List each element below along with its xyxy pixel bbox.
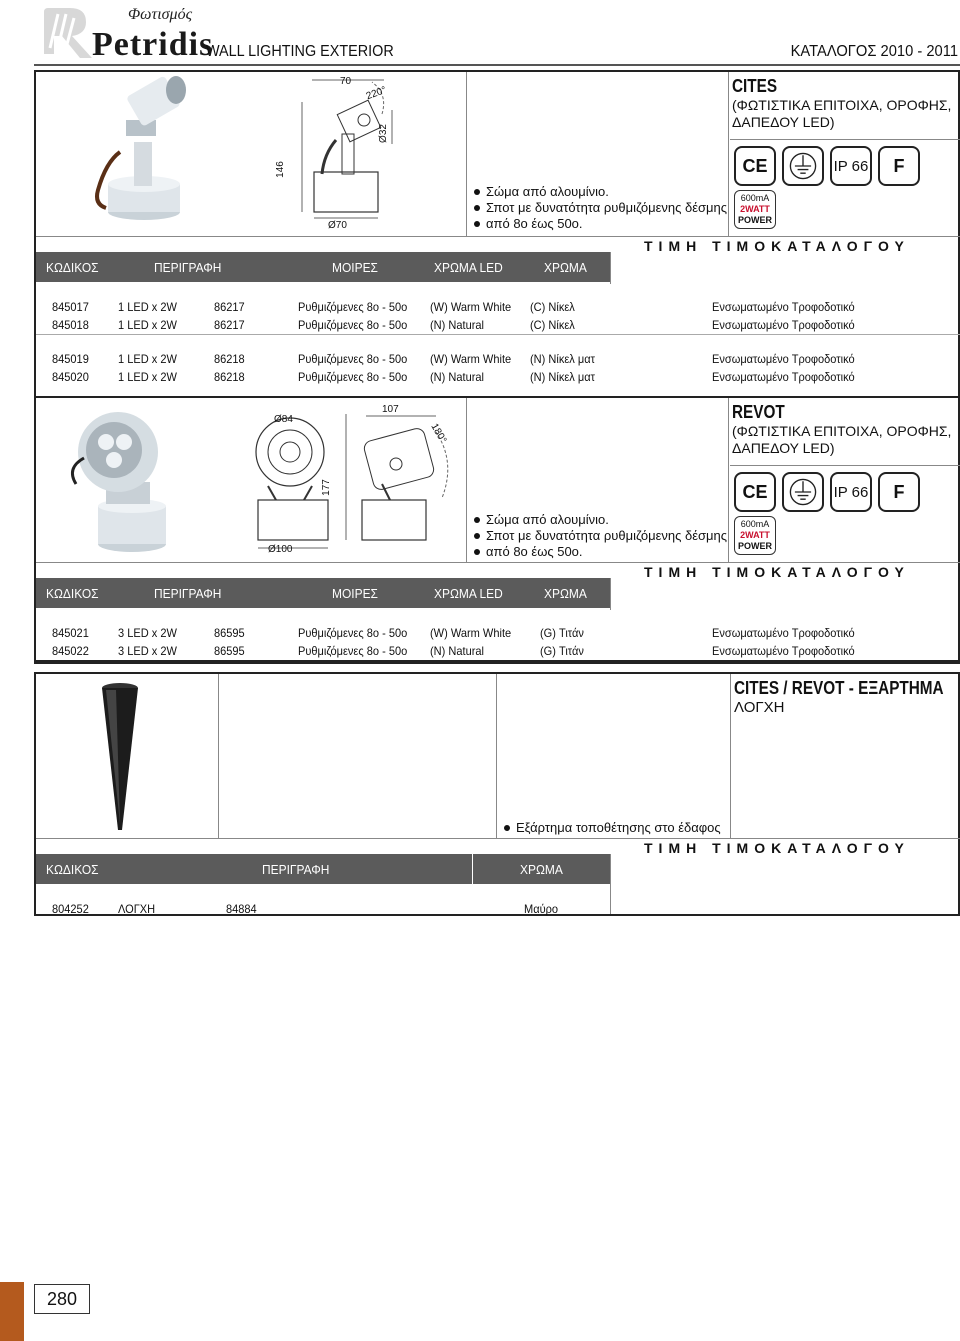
table-row: 845017 1 LED x 2W 86217 Ρυθμιζόμενες 8ο - 50ο (W) Warm White (C) Νίκελ Ενσωματωμένο Τροφοδοτικό [52,300,855,314]
revot-vdivider-1 [466,398,467,562]
header-divider [34,64,960,66]
revot-name: REVOT [732,402,785,422]
cites-desc-2: ΔΑΠΕΔΟΥ LED) [732,114,835,130]
acc-subname: ΛΟΓΧΗ [734,699,785,716]
cites-name-box [730,72,960,140]
revot-name-box [730,398,960,466]
col-description: ΠΕΡΙΓΡΑΦΗ [154,586,222,601]
acc-rows [36,900,960,918]
table-row: 845018 1 LED x 2W 86217 Ρυθμιζόμενες 8ο - 50ο (N) Natural (C) Νίκελ Ενσωματωμένο Τροφοδοτικό [52,318,855,332]
page-number: 280 [34,1284,90,1314]
cites-photo [36,72,214,236]
revot-desc-2: ΔΑΠΕΔΟΥ LED) [732,440,835,456]
acc-features [504,820,721,836]
page-tab [0,1282,24,1341]
table-row: 804252 ΛΟΓΧΗ 84884 Μαύρο [52,902,559,916]
acc-vdivider-1 [218,674,219,838]
acc-hdivider [36,838,960,839]
col-color: ΧΡΩΜΑ [544,260,587,275]
col-led-color: ΧΡΩΜΑ LED [434,260,503,275]
cites-badges [734,146,920,186]
col-led-color: ΧΡΩΜΑ LED [434,586,503,601]
revot-features [474,512,727,560]
logo-script: Φωτισμός [128,6,193,23]
cites-dim-3: 146 [274,161,286,178]
cites-column-header [36,252,610,282]
cites-features [474,184,727,232]
cites-dim-1: 70 [340,76,352,87]
product-section-accessory [34,672,960,916]
revot-vdivider-2 [728,398,729,562]
acc-name-box [732,674,960,716]
ip66-rating-icon: IP 66 [830,472,872,512]
ce-mark-icon: CE [734,472,776,512]
page-header [0,0,960,70]
revot-feature-1: Σώμα από αλουμίνιο. [474,512,727,528]
cites-power-badge [734,190,776,229]
col-code: ΚΩΔΙΚΟΣ [46,586,99,601]
cites-feature-2: Σποτ με δυνατότητα ρυθμιζόμενης δέσμης [474,200,727,216]
table-row: 845019 1 LED x 2W 86218 Ρυθμιζόμενες 8ο - 50ο (W) Warm White (N) Νίκελ ματ Ενσωματωμένο Τροφοδοτικό [52,352,855,366]
col-code: ΚΩΔΙΚΟΣ [46,862,99,877]
cites-vdivider-2 [728,72,729,236]
cites-feature-3: από 8ο έως 50ο. [474,216,727,232]
col-color: ΧΡΩΜΑ [544,586,587,601]
revot-dim-1: Ø84 [274,414,293,425]
ip66-rating-icon: IP 66 [830,146,872,186]
table-row: 845020 1 LED x 2W 86218 Ρυθμιζόμενες 8ο - 50ο (N) Natural (N) Νίκελ ματ Ενσωματωμένο Τροφοδοτικό [52,370,855,384]
revot-dim-2: 107 [382,404,399,415]
revot-dim-5: Ø100 [268,544,293,555]
spike-photo [36,674,216,838]
table-row: 845021 3 LED x 2W 86595 Ρυθμιζόμενες 8ο - 50ο (W) Warm White (G) Τιτάν Ενσωματωμένο Τροφοδοτικό [52,626,855,640]
cites-rows [36,298,960,386]
acc-vdivider-3 [730,674,731,838]
catalog-year: ΚΑΤΑΛΟΓΟΣ 2010 - 2011 [790,43,958,60]
page-title: WALL LIGHTING EXTERIOR [206,43,394,60]
petridis-logo-icon [36,4,96,60]
col-color: ΧΡΩΜΑ [520,862,563,877]
cites-feature-1: Σώμα από αλουμίνιο. [474,184,727,200]
f-mark-icon: F [878,472,920,512]
revot-power-label: POWER [737,541,772,551]
cites-dim-5: Ø70 [328,220,347,231]
acc-feature-1: Εξάρτημα τοποθέτησης στο έδαφος [504,820,721,836]
row-group-divider [36,334,960,350]
cites-power-ma: 600mA [740,193,770,203]
revot-column-header [36,578,610,608]
acc-column-header [36,854,610,884]
col-degrees: ΜΟΙΡΕΣ [332,586,378,601]
revot-price-header: ΤΙΜΗ ΤΙΜΟΚΑΤΑΛΟΓΟΥ [644,564,910,580]
product-section-revot [34,396,960,662]
revot-dim-3: 180° [428,421,449,446]
col-degrees: ΜΟΙΡΕΣ [332,260,378,275]
ground-symbol-icon [782,472,824,512]
cites-power-label: POWER [737,215,772,225]
ce-mark-icon: CE [734,146,776,186]
revot-hdivider [36,562,960,563]
revot-header-divider [610,578,611,610]
acc-price-header: ΤΙΜΗ ΤΙΜΟΚΑΤΑΛΟΓΟΥ [644,840,910,856]
revot-feature-3: από 8ο έως 50ο. [474,544,727,560]
f-mark-icon: F [878,146,920,186]
revot-photo [36,398,214,562]
cites-name: CITES [732,76,778,96]
revot-power-badge [734,516,776,555]
cites-hdivider [36,236,960,237]
cites-desc-1: (ΦΩΤΙΣΤΙΚΑ ΕΠΙΤΟΙΧΑ, ΟΡΟΦΗΣ, [732,97,952,113]
logo-name: Petridis [92,26,214,63]
revot-badges [734,472,920,512]
acc-vdivider-2 [496,674,497,838]
ground-symbol-icon [782,146,824,186]
revot-power-watt: 2WATT [740,530,770,540]
cites-dim-2: 220° [364,84,388,103]
cites-power-watt: 2WATT [740,204,770,214]
acc-info [732,674,960,716]
revot-power-ma: 600mA [740,519,770,529]
revot-dim-4: 177 [320,479,332,496]
cites-dim-4: Ø32 [377,124,389,143]
table-row: 845022 3 LED x 2W 86595 Ρυθμιζόμενες 8ο - 50ο (N) Natural (G) Τιτάν Ενσωματωμένο Τροφοδοτικό [52,644,855,658]
col-description: ΠΕΡΙΓΡΑΦΗ [262,862,330,877]
acc-name: CITES / REVOT - ΕΞΑΡΤΗΜΑ [734,678,944,698]
col-code: ΚΩΔΙΚΟΣ [46,260,99,275]
cites-header-divider [610,252,611,284]
cites-vdivider-1 [466,72,467,236]
col-description: ΠΕΡΙΓΡΑΦΗ [154,260,222,275]
cites-price-header: ΤΙΜΗ ΤΙΜΟΚΑΤΑΛΟΓΟΥ [644,238,910,254]
revot-desc-1: (ΦΩΤΙΣΤΙΚΑ ΕΠΙΤΟΙΧΑ, ΟΡΟΦΗΣ, [732,423,952,439]
revot-feature-2: Σποτ με δυνατότητα ρυθμιζόμενης δέσμης [474,528,727,544]
revot-rows [36,624,960,660]
